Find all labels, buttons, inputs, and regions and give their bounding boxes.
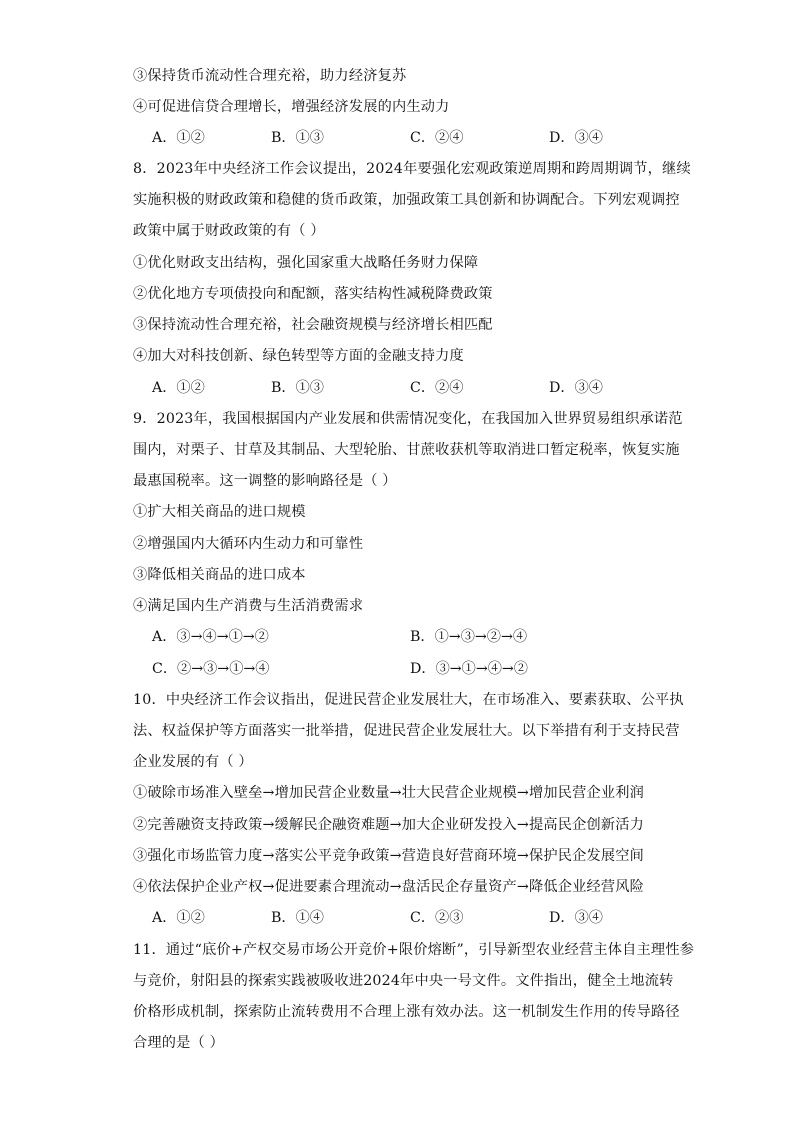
q9-option-d[interactable]: D．③→①→④→②	[410, 661, 528, 677]
q10-statement-1: ①破除市场准入壁垒→增加民营企业数量→壮大民营企业规模→增加民营企业利润	[133, 785, 645, 801]
q10-statement-4: ④依法保护企业产权→促进要素合理流动→盘活民企存量资产→降低企业经营风险	[133, 879, 645, 895]
q8-stem-line-3: 政策中属于财政政策的有（ ）	[133, 223, 325, 239]
q11-stem-line-4: 合理的是（ ）	[133, 1035, 225, 1051]
q8-statement-1: ①优化财政支出结构，强化国家重大战略任务财力保障	[133, 255, 479, 271]
q9-option-c[interactable]: C．②→③→①→④	[152, 661, 270, 677]
q8-stem-line-1: 8．2023年中央经济工作会议提出，2024年要强化宏观政策逆周期和跨周期调节，继续	[133, 161, 691, 177]
q8-option-d[interactable]: D．③④	[549, 380, 603, 396]
q10-option-c[interactable]: C．②③	[410, 910, 464, 926]
q8-stem-line-2: 实施积极的财政政策和稳健的货币政策，加强政策工具创新和协调配合。下列宏观调控	[133, 192, 680, 208]
q9-stem-line-1: 9．2023年，我国根据国内产业发展和供需情况变化，在我国加入世界贸易组织承诺范	[133, 411, 683, 427]
q10-statement-3: ③强化市场监管力度→落实公平竞争政策→营造良好营商环境→保护民企发展空间	[133, 848, 645, 864]
q11-stem-line-1: 11．通过“底价+产权交易市场公开竞价+限价熔断”，引导新型农业经营主体自主理性参	[133, 942, 695, 958]
q9-statement-3: ③降低相关商品的进口成本	[133, 567, 306, 583]
q8-statement-3: ③保持流动性合理充裕，社会融资规模与经济增长相匹配	[133, 317, 493, 333]
q8-statement-4: ④加大对科技创新、绿色转型等方面的金融支持力度	[133, 348, 464, 364]
q10-stem-line-1: 10．中央经济工作会议指出，促进民营企业发展壮大，在市场准入、要素获取、公平执	[133, 692, 684, 708]
q7-option-c[interactable]: C．②④	[410, 130, 464, 146]
q8-option-b[interactable]: B．①③	[271, 380, 324, 396]
q10-option-a[interactable]: A．①②	[152, 910, 205, 926]
q10-stem-line-2: 法、权益保护等方面落实一批举措，促进民营企业发展壮大。以下举措有利于支持民营	[133, 723, 680, 739]
q7-option-d[interactable]: D．③④	[549, 130, 603, 146]
q9-stem-line-2: 围内，对栗子、甘草及其制品、大型轮胎、甘蔗收获机等取消进口暂定税率，恢复实施	[133, 442, 680, 458]
q7-statement-3: ③保持货币流动性合理充裕，助力经济复苏	[133, 68, 407, 84]
q10-statement-2: ②完善融资支持政策→缓解民企融资难题→加大企业研发投入→提高民企创新活力	[133, 817, 645, 833]
q9-option-a[interactable]: A．③→④→①→②	[152, 629, 269, 645]
q10-option-d[interactable]: D．③④	[549, 910, 603, 926]
q11-stem-line-2: 与竞价，射阳县的探索实践被吸收进2024年中央一号文件。文件指出，健全土地流转	[133, 973, 674, 989]
q9-statement-4: ④满足国内生产消费与生活消费需求	[133, 598, 364, 614]
q10-option-b[interactable]: B．①④	[271, 910, 324, 926]
q10-stem-line-3: 企业发展的有（ ）	[133, 754, 253, 770]
q9-statement-1: ①扩大相关商品的进口规模	[133, 504, 306, 520]
q7-option-a[interactable]: A．①②	[152, 130, 205, 146]
q7-option-b[interactable]: B．①③	[271, 130, 324, 146]
q9-statement-2: ②增强国内大循环内生动力和可靠性	[133, 536, 364, 552]
q8-option-c[interactable]: C．②④	[410, 380, 464, 396]
q9-stem-line-3: 最惠国税率。这一调整的影响路径是（ ）	[133, 473, 397, 489]
q7-statement-4: ④可促进信贷合理增长，增强经济发展的内生动力	[133, 99, 450, 115]
q8-statement-2: ②优化地方专项债投向和配额，落实结构性减税降费政策	[133, 286, 493, 302]
q11-stem-line-3: 价格形成机制，探索防止流转费用不合理上涨有效办法。这一机制发生作用的传导路径	[133, 1004, 680, 1020]
q8-option-a[interactable]: A．①②	[152, 380, 205, 396]
q9-option-b[interactable]: B．①→③→②→④	[410, 629, 528, 645]
